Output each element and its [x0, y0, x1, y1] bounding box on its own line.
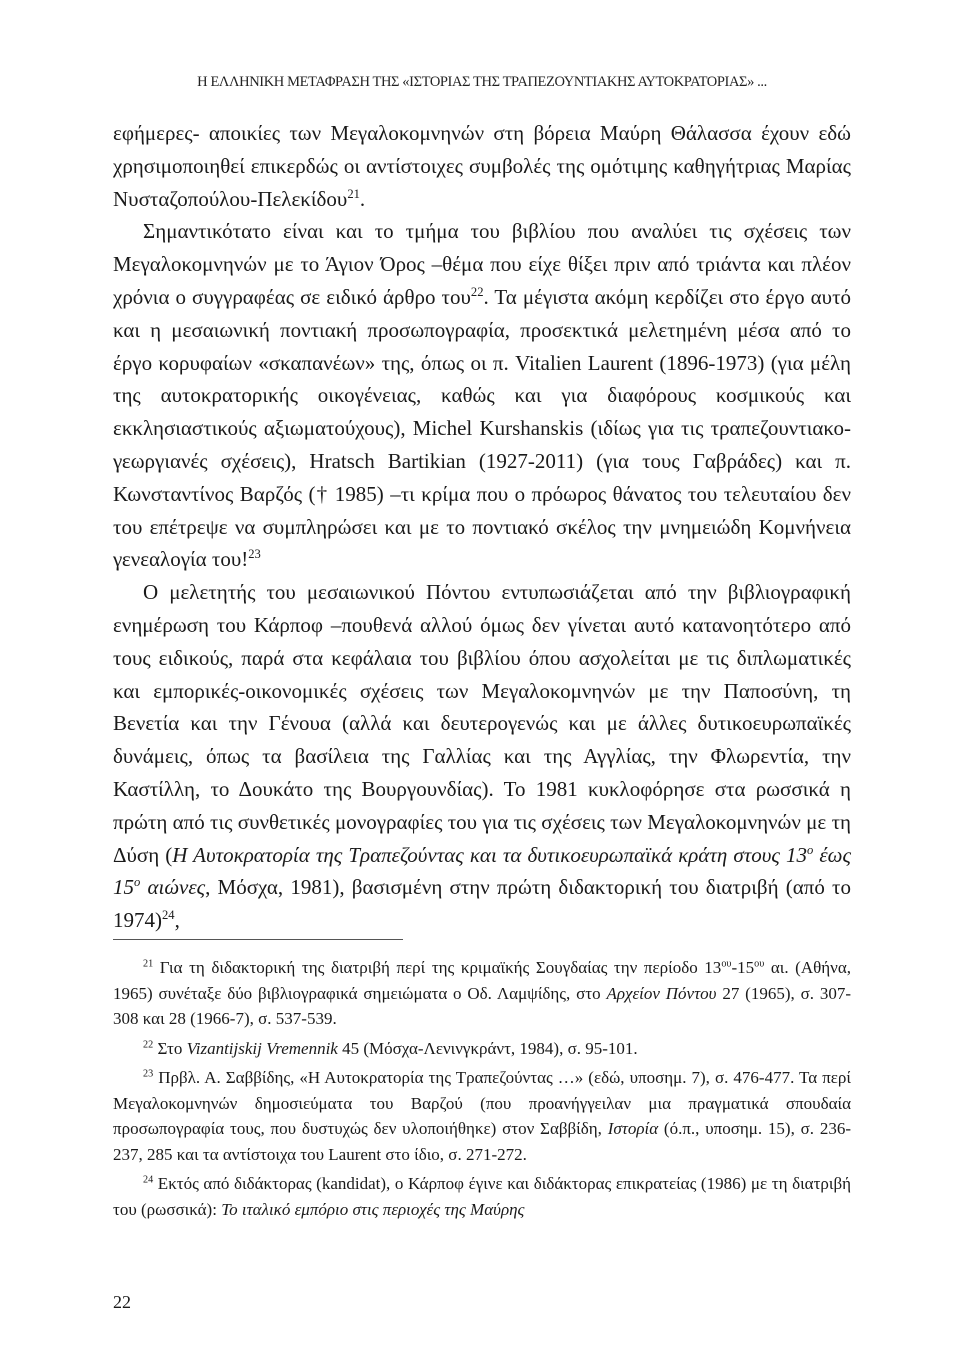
footnote-text: Για τη διδακτορική της διατριβή περί της κριμαϊκής Σουγδαίας την περίοδο 13	[153, 958, 722, 977]
paragraph-western-relations	[113, 576, 851, 937]
italic-text: Η Αυτοκρατορία της Τραπεζούντας και τα δυτικοευρωπαϊκά κράτη στους 13	[172, 842, 807, 867]
page-number: 22	[113, 1292, 131, 1312]
footnote-ref-23[interactable]: 23	[248, 547, 261, 562]
italic-text: αιώνες	[140, 875, 206, 900]
footnote-text: 27 (1965), σ. 307-308 και 28 (1966-7), σ. 537-539.	[113, 983, 851, 1028]
paragraph-text: Σημαντικότατο είναι και το τμήμα του βιβλίου που αναλύει τις σχέσεις των Μεγαλοκομνηνών με το Άγιον Όρος –θέμα που είχε θίξει πριν από τριάντα και πλέον χρόνια ο συγγραφέας σε ειδικό άρθρο του	[113, 219, 851, 309]
italic-text: έως 15	[113, 842, 851, 900]
footnote-number: 23	[143, 1068, 154, 1080]
footnote-text: -15	[731, 958, 755, 977]
paragraph-text: , Μόσχα, 1981), βασισμένη στην πρώτη διδακτορική του διατριβή (από το 1974)	[113, 875, 851, 933]
running-header: Η ΕΛΛΗΝΙΚΗ ΜΕΤΑΦΡΑΣΗ ΤΗΣ «ΙΣΤΟΡΙΑΣ ΤΗΣ ΤΡΑΠΕΖΟΥΝΤΙΑΚΗΣ ΑΥΤΟΚΡΑΤΟΡΙΑΣ» ...	[197, 74, 767, 90]
footnote-ref-24[interactable]: 24	[162, 908, 175, 923]
footnote-text: (ό.π., υποσημ. 15), σ. 236-237, 285 και τα αντίστοιχα του Laurent στο ίδιο, σ. 271-272.	[113, 1119, 852, 1164]
footnote-ref-22[interactable]: 22	[470, 284, 484, 299]
footnote-text: Στο	[153, 1038, 187, 1058]
footnote-ref-21[interactable]: 21	[347, 186, 360, 201]
footnote-text: αι. (Αθήνα, 1965) συνέταξε δύο βιβλιογραφικά σημειώματα ο Οδ. Λαμψίδης, στο	[113, 958, 851, 1003]
paragraph-athos-prosopography	[113, 215, 851, 576]
footnotes-section	[113, 955, 851, 1226]
paragraph-text: ,	[174, 908, 180, 933]
footnote-24	[113, 1171, 851, 1222]
paragraph-text: Ο μελετητής του μεσαιωνικού Πόντου εντυπωσιάζεται από την βιβλιογραφική ενημέρωση του Κάρποφ –πουθενά αλλού όμως δεν γίνεται αυτό κατανοητότερο από τους ειδικούς, παρά στα κεφάλαια του βιβλίου όπου ασχολείται με τις διπλωματικές και εμπορικές-οικονομικές σχέσεις των Μεγαλοκομνηνών με την Παποσύνη, τη Βενετία και την Γένουα (αλλά και δευτερογενώς και με άλλες δυτικοευρωπαϊκές δυνάμεις, όπως τα βασίλεια της Γαλλίας και της Αγγλίας, την Φλωρεντία, την Καστίλλη, το Δουκάτο της Βουργουνδίας). Το 1981 κυκλοφόρησε στα ρωσσικά η πρώτη από τις συνθετικές μονογραφίες του για τις σχέσεις των Μεγαλοκομνηνών με τη Δύση (	[113, 580, 851, 867]
ordinal-sup: ου	[754, 958, 765, 970]
footnote-text: Πρβλ. Α. Σαββίδης, «Η Αυτοκρατορία της Τραπεζούντας …» (εδώ, υποσημ. 7), σ. 476-477. Τα περί Μεγαλοκομνηνών δημοσιεύματα του Βαρζού (που προανήγγειλαν μια πραγματικά σπουδαία προσωπογραφία τους, που δυστυχώς δεν υλοποιήθηκε) στον Σαββίδη,	[113, 1068, 851, 1138]
footnote-22	[113, 1036, 851, 1062]
footnote-number: 22	[143, 1038, 154, 1050]
footnote-separator	[113, 939, 403, 940]
paragraph-continuation	[113, 117, 851, 215]
journal-title-italic: Αρχείον Πόντου	[606, 983, 717, 1003]
ordinal-sup: ο	[807, 842, 814, 857]
footnote-number: 21	[143, 958, 154, 970]
book-title-italic: Ιστορία	[607, 1119, 659, 1138]
ordinal-sup: ο	[134, 875, 141, 890]
footnote-text: 45 (Μόσχα-Λενινγκράντ, 1984), σ. 95-101.	[337, 1038, 638, 1058]
footnote-21	[113, 955, 851, 1032]
paragraph-text: .	[359, 186, 366, 211]
footnote-23	[113, 1065, 851, 1167]
main-text	[113, 117, 851, 937]
paragraph-text: . Τα μέγιστα ακόμη κερδίζει στο έργο αυτό και η μεσαιωνική ποντιακή προσωπογραφία, προσεκτικά μελετημένη μέσα από το έργο κορυφαίων «σκαπανέων» της, όπως οι π. Vitalien Laurent (1896-1973) (για μέλη της αυτοκρατορικής οικογένειας, καθώς και για διαφόρους κοσμικούς και εκκλησιαστικούς αξιωματούχους), Michel Kurshanskis (ιδίως για τις τραπεζουντιακο-γεωργιανές σχέσεις), Hratsch Bartikian (1927-2011) (για τους Γαβράδες) και π. Κωνσταντίνος Βαρζός († 1985) –τι κρίμα που ο πρόωρος θάνατος του τελευταίου δεν του επέτρεψε να συμπληρώσει και με το ποντιακό σκέλος την μνημειώδη Κομνήνεια γενεαλογία του!	[113, 284, 852, 572]
book-title-italic: Το ιταλικό εμπόριο στις περιοχές της Μαύρης	[221, 1199, 525, 1219]
ordinal-sup: ου	[721, 958, 732, 970]
footnote-number: 24	[143, 1174, 154, 1186]
footnote-text: Εκτός από διδάκτορας (kandidat), ο Κάρποφ έγινε και διδάκτορας επικρατείας (1986) με τη διατριβή του (ρωσσικά):	[113, 1174, 851, 1219]
paragraph-text: εφήμερες- αποικίες των Μεγαλοκομνηνών στη βόρεια Μαύρη Θάλασσα έχουν εδώ χρησιμοποιηθεί επικερδώς οι αντίστοιχες συμβολές της ομότιμης καθηγήτριας Μαρίας Νυσταζοπούλου-Πελεκίδου	[113, 121, 851, 211]
journal-title-italic: Vizantijskij Vremennik	[186, 1038, 338, 1058]
